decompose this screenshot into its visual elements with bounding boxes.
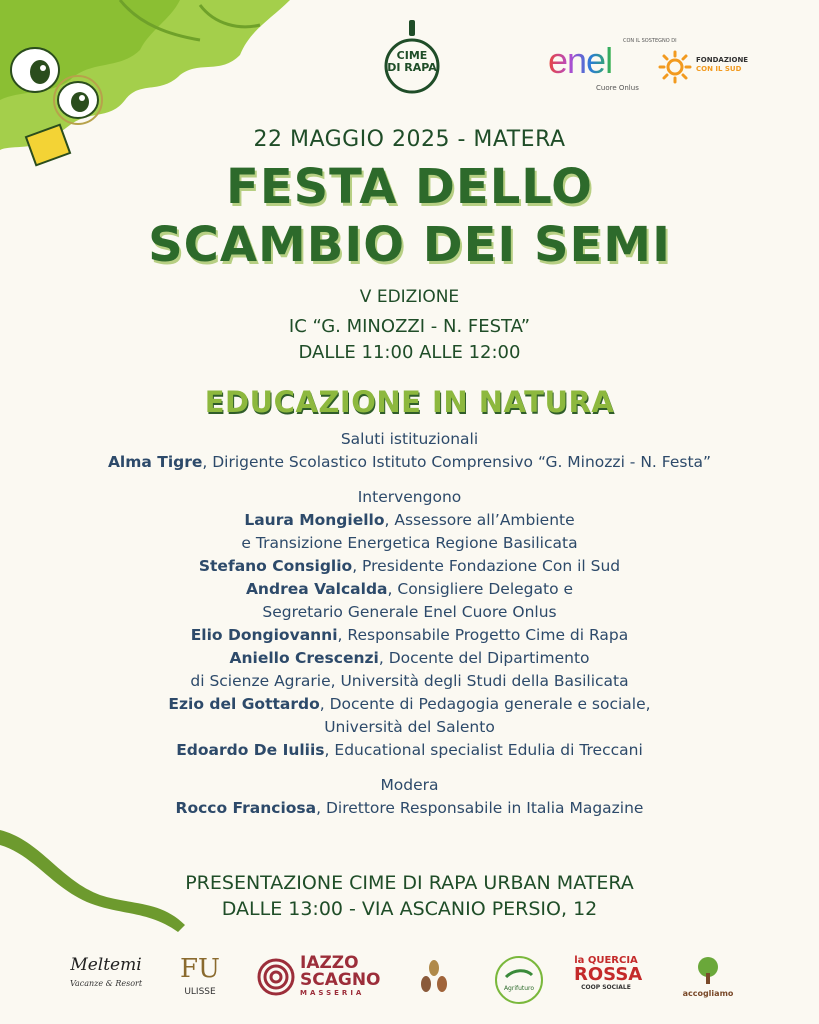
event-title bbox=[0, 158, 819, 274]
speaker-role: , Docente del Dipartimento bbox=[378, 649, 590, 667]
event-edition: V EDIZIONE bbox=[359, 287, 460, 307]
meltemi-sub: Vacanze & Resort bbox=[69, 979, 143, 988]
speaker-role: , Dirigente Scolastico Istituto Comprensivo “G. Minozzi - N. Festa” bbox=[202, 453, 712, 471]
moderator-label: Modera bbox=[380, 776, 439, 794]
speaker-name: Alma Tigre bbox=[107, 453, 203, 471]
broccoli-character-illustration bbox=[0, 0, 290, 180]
fingerprint-icon bbox=[256, 957, 296, 997]
enel-sub: Cuore Onlus bbox=[596, 84, 639, 92]
speaker-line bbox=[0, 647, 819, 670]
presentation-line1: PRESENTAZIONE CIME DI RAPA URBAN MATERA bbox=[185, 872, 634, 894]
iazzo-line2: SCAGNO bbox=[300, 970, 381, 990]
title-line1: FESTA DELLO bbox=[226, 159, 593, 215]
speaker-line bbox=[0, 693, 819, 716]
speaker-name: Edoardo De Iuliis bbox=[176, 741, 325, 759]
speaker-role: , Direttore Responsabile in Italia Magazine bbox=[316, 799, 644, 817]
iazzo-line1: IAZZO bbox=[300, 953, 359, 973]
speaker-role-cont: di Scienze Agrarie, Università degli Studi della Basilicata bbox=[190, 672, 629, 690]
speaker-name: Ezio del Gottardo bbox=[168, 695, 320, 713]
accogliamo-name: accogliamo bbox=[682, 989, 734, 998]
greetings-label: Saluti istituzionali bbox=[340, 430, 479, 448]
sponsor-note: CON IL SOSTEGNO DI bbox=[623, 38, 677, 44]
meltemi-logo bbox=[66, 955, 146, 988]
speaker-name: Rocco Franciosa bbox=[175, 799, 317, 817]
event-school: IC “G. MINOZZI - N. FESTA” bbox=[288, 316, 531, 337]
speaker-role: , Docente di Pedagogia generale e sociale, bbox=[319, 695, 651, 713]
fondazione-line2: CON IL SUD bbox=[696, 65, 742, 73]
speaker-role-cont: e Transizione Energetica Regione Basilicata bbox=[241, 534, 578, 552]
agri-name: Agrifuturo bbox=[503, 985, 535, 992]
accogliamo-logo bbox=[668, 955, 748, 998]
speaker-role-cont: Università del Salento bbox=[324, 718, 495, 736]
quercia-line3: COOP SOCIALE bbox=[581, 984, 631, 991]
speaker-name: Aniello Crescenzi bbox=[229, 649, 379, 667]
iazzo-scagno-logo bbox=[254, 955, 384, 1005]
agrifuturo-logo bbox=[494, 955, 544, 1005]
fondazione-con-il-sud-logo bbox=[658, 50, 748, 86]
speaker-role: , Educational specialist Edulia di Treccani bbox=[324, 741, 643, 759]
event-date: 22 MAGGIO 2025 - MATERA bbox=[253, 127, 566, 152]
cime-logo-line1: CIME bbox=[396, 49, 428, 62]
speaker-role: , Assessore all’Ambiente bbox=[384, 511, 575, 529]
speaker-role: , Consigliere Delegato e bbox=[387, 580, 574, 598]
presentation-block bbox=[0, 870, 819, 922]
speaker-line bbox=[0, 739, 819, 762]
speaker-line bbox=[0, 555, 819, 578]
speaker-role: , Presidente Fondazione Con il Sud bbox=[352, 557, 621, 575]
enel-wordmark: enel bbox=[548, 40, 613, 81]
leaf-circle-icon bbox=[494, 955, 544, 1005]
fondazione-line1: FONDAZIONE bbox=[696, 56, 749, 64]
ulisse-logo bbox=[172, 955, 228, 997]
tree-icon bbox=[693, 955, 723, 985]
sun-icon bbox=[658, 50, 692, 84]
presentation-line2: DALLE 13:00 - VIA ASCANIO PERSIO, 12 bbox=[221, 898, 598, 920]
speaker-line bbox=[0, 624, 819, 647]
speaker-line bbox=[0, 509, 819, 532]
greeting-line bbox=[0, 451, 819, 474]
program-body bbox=[0, 428, 819, 820]
ulisse-mark: FU bbox=[180, 954, 220, 984]
iazzo-line3: MASSERIA bbox=[300, 989, 365, 997]
seed-logo-icon bbox=[418, 958, 450, 998]
speaker-name: Laura Mongiello bbox=[244, 511, 385, 529]
speaker-name: Stefano Consiglio bbox=[198, 557, 353, 575]
quercia-rossa-logo bbox=[574, 955, 643, 991]
speaker-role-cont: Segretario Generale Enel Cuore Onlus bbox=[262, 603, 557, 621]
speaker-name: Andrea Valcalda bbox=[245, 580, 388, 598]
ulisse-name: ULISSE bbox=[184, 987, 216, 997]
cime-logo-line2: DI RAPA bbox=[387, 61, 437, 74]
quercia-line1: la QUERCIA bbox=[574, 955, 638, 966]
enel-cuore-logo bbox=[548, 38, 677, 95]
event-hours: DALLE 11:00 ALLE 12:00 bbox=[298, 342, 521, 363]
title-line2: SCAMBIO DEI SEMI bbox=[148, 217, 671, 273]
speaker-role: , Responsabile Progetto Cime di Rapa bbox=[337, 626, 629, 644]
quercia-line2: ROSSA bbox=[574, 964, 643, 985]
moderator-line bbox=[0, 797, 819, 820]
cime-di-rapa-logo bbox=[384, 20, 440, 96]
speaker-name: Elio Dongiovanni bbox=[190, 626, 338, 644]
speaker-line bbox=[0, 578, 819, 601]
section-title: EDUCAZIONE IN NATURA bbox=[204, 385, 615, 419]
meltemi-name: Meltemi bbox=[70, 955, 142, 975]
speakers-label: Intervengono bbox=[357, 488, 462, 506]
